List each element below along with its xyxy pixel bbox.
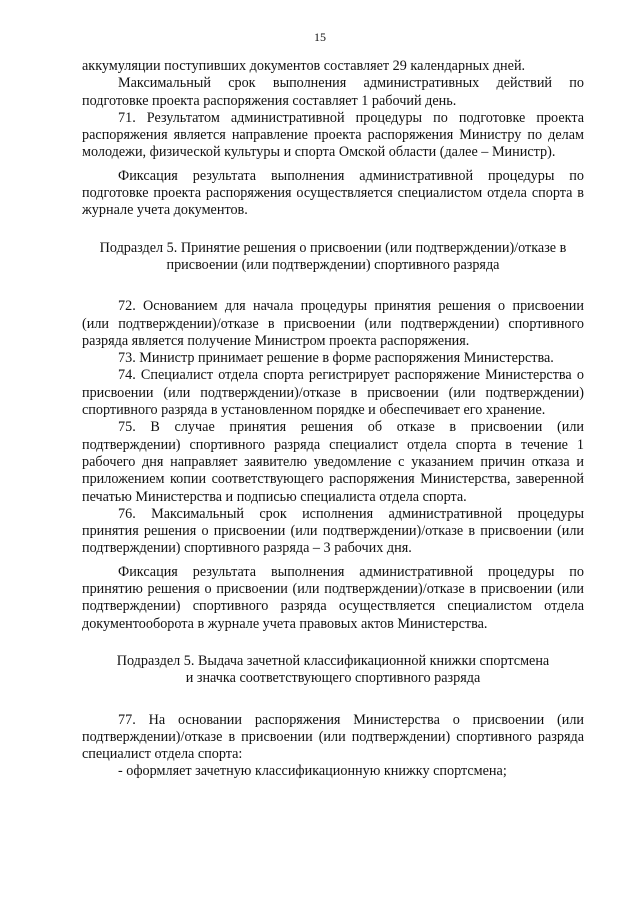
paragraph: 72. Основанием для начала процедуры принятия решения о присвоении (или подтверждении)/отказе в присвоении (или подтверждении) спортивного разряда является получение Министром проекта распоряжения. bbox=[82, 298, 584, 349]
paragraph: 77. На основании распоряжения Министерства о присвоении (или подтверждении)/отказе в присвоении (или подтверждении) спортивного разряда специалист отдела спорта: bbox=[82, 711, 584, 763]
section-heading-line: Подраздел 5. Принятие решения о присвоении (или подтверждении)/отказе в bbox=[99, 239, 567, 256]
section-heading-line: и значка соответствующего спортивного разряда bbox=[185, 670, 481, 687]
paragraph: 71. Результатом административной процедуры по подготовке проекта распоряжения является направление проекта распоряжения Министру по делам молодежи, физической культуры и спорта Омской области (далее – Министр). bbox=[82, 109, 584, 161]
section-heading-line: Подраздел 5. Выдача зачетной классификационной книжки спортсмена bbox=[116, 652, 550, 669]
section-heading bbox=[82, 240, 584, 275]
document-body bbox=[82, 58, 584, 781]
paragraph: 75. В случае принятия решения об отказе в присвоении (или подтверждении) спортивного разряда специалист отдела спорта в течение 1 рабочего дня направляет заявителю уведомление с указанием причин отказа и приложением копии соответствующего распоряжения Министерства, заверенной печатью Министерства и подписью специалиста отдела спорта. bbox=[82, 419, 584, 505]
paragraph: аккумуляции поступивших документов составляет 29 календарных дней. bbox=[82, 58, 526, 74]
paragraph: Фиксация результата выполнения административной процедуры по подготовке проекта распоряжения осуществляется специалистом отдела спорта в журнале учета документов. bbox=[82, 167, 584, 219]
paragraph: Максимальный срок выполнения административных действий по подготовке проекта распоряжения составляет 1 рабочий день. bbox=[82, 75, 584, 109]
section-heading-line: присвоении (или подтверждении) спортивного разряда bbox=[166, 256, 500, 273]
paragraph: Фиксация результата выполнения административной процедуры по принятию решения о присвоении (или подтверждении)/отказе в присвоении (или подтверждении) спортивного разряда осуществляется специалистом отдела документооборота в журнале учета правовых актов Министерства. bbox=[82, 563, 584, 632]
paragraph: 73. Министр принимает решение в форме распоряжения Министерства. bbox=[118, 350, 554, 367]
paragraph: 76. Максимальный срок исполнения административной процедуры принятия решения о присвоении (или подтверждении)/отказе в присвоении (или подтверждении) спортивного разряда – 3 рабочих дня. bbox=[82, 505, 584, 557]
paragraph: 74. Специалист отдела спорта регистрирует распоряжение Министерства о присвоении (или подтверждении)/отказе в присвоении (или подтверждении) спортивного разряда в установленном порядке и обеспечивает его хранение. bbox=[82, 367, 584, 419]
section-heading bbox=[82, 653, 584, 688]
page-number: 15 bbox=[314, 30, 326, 44]
list-item: - оформляет зачетную классификационную книжку спортсмена; bbox=[118, 763, 507, 780]
